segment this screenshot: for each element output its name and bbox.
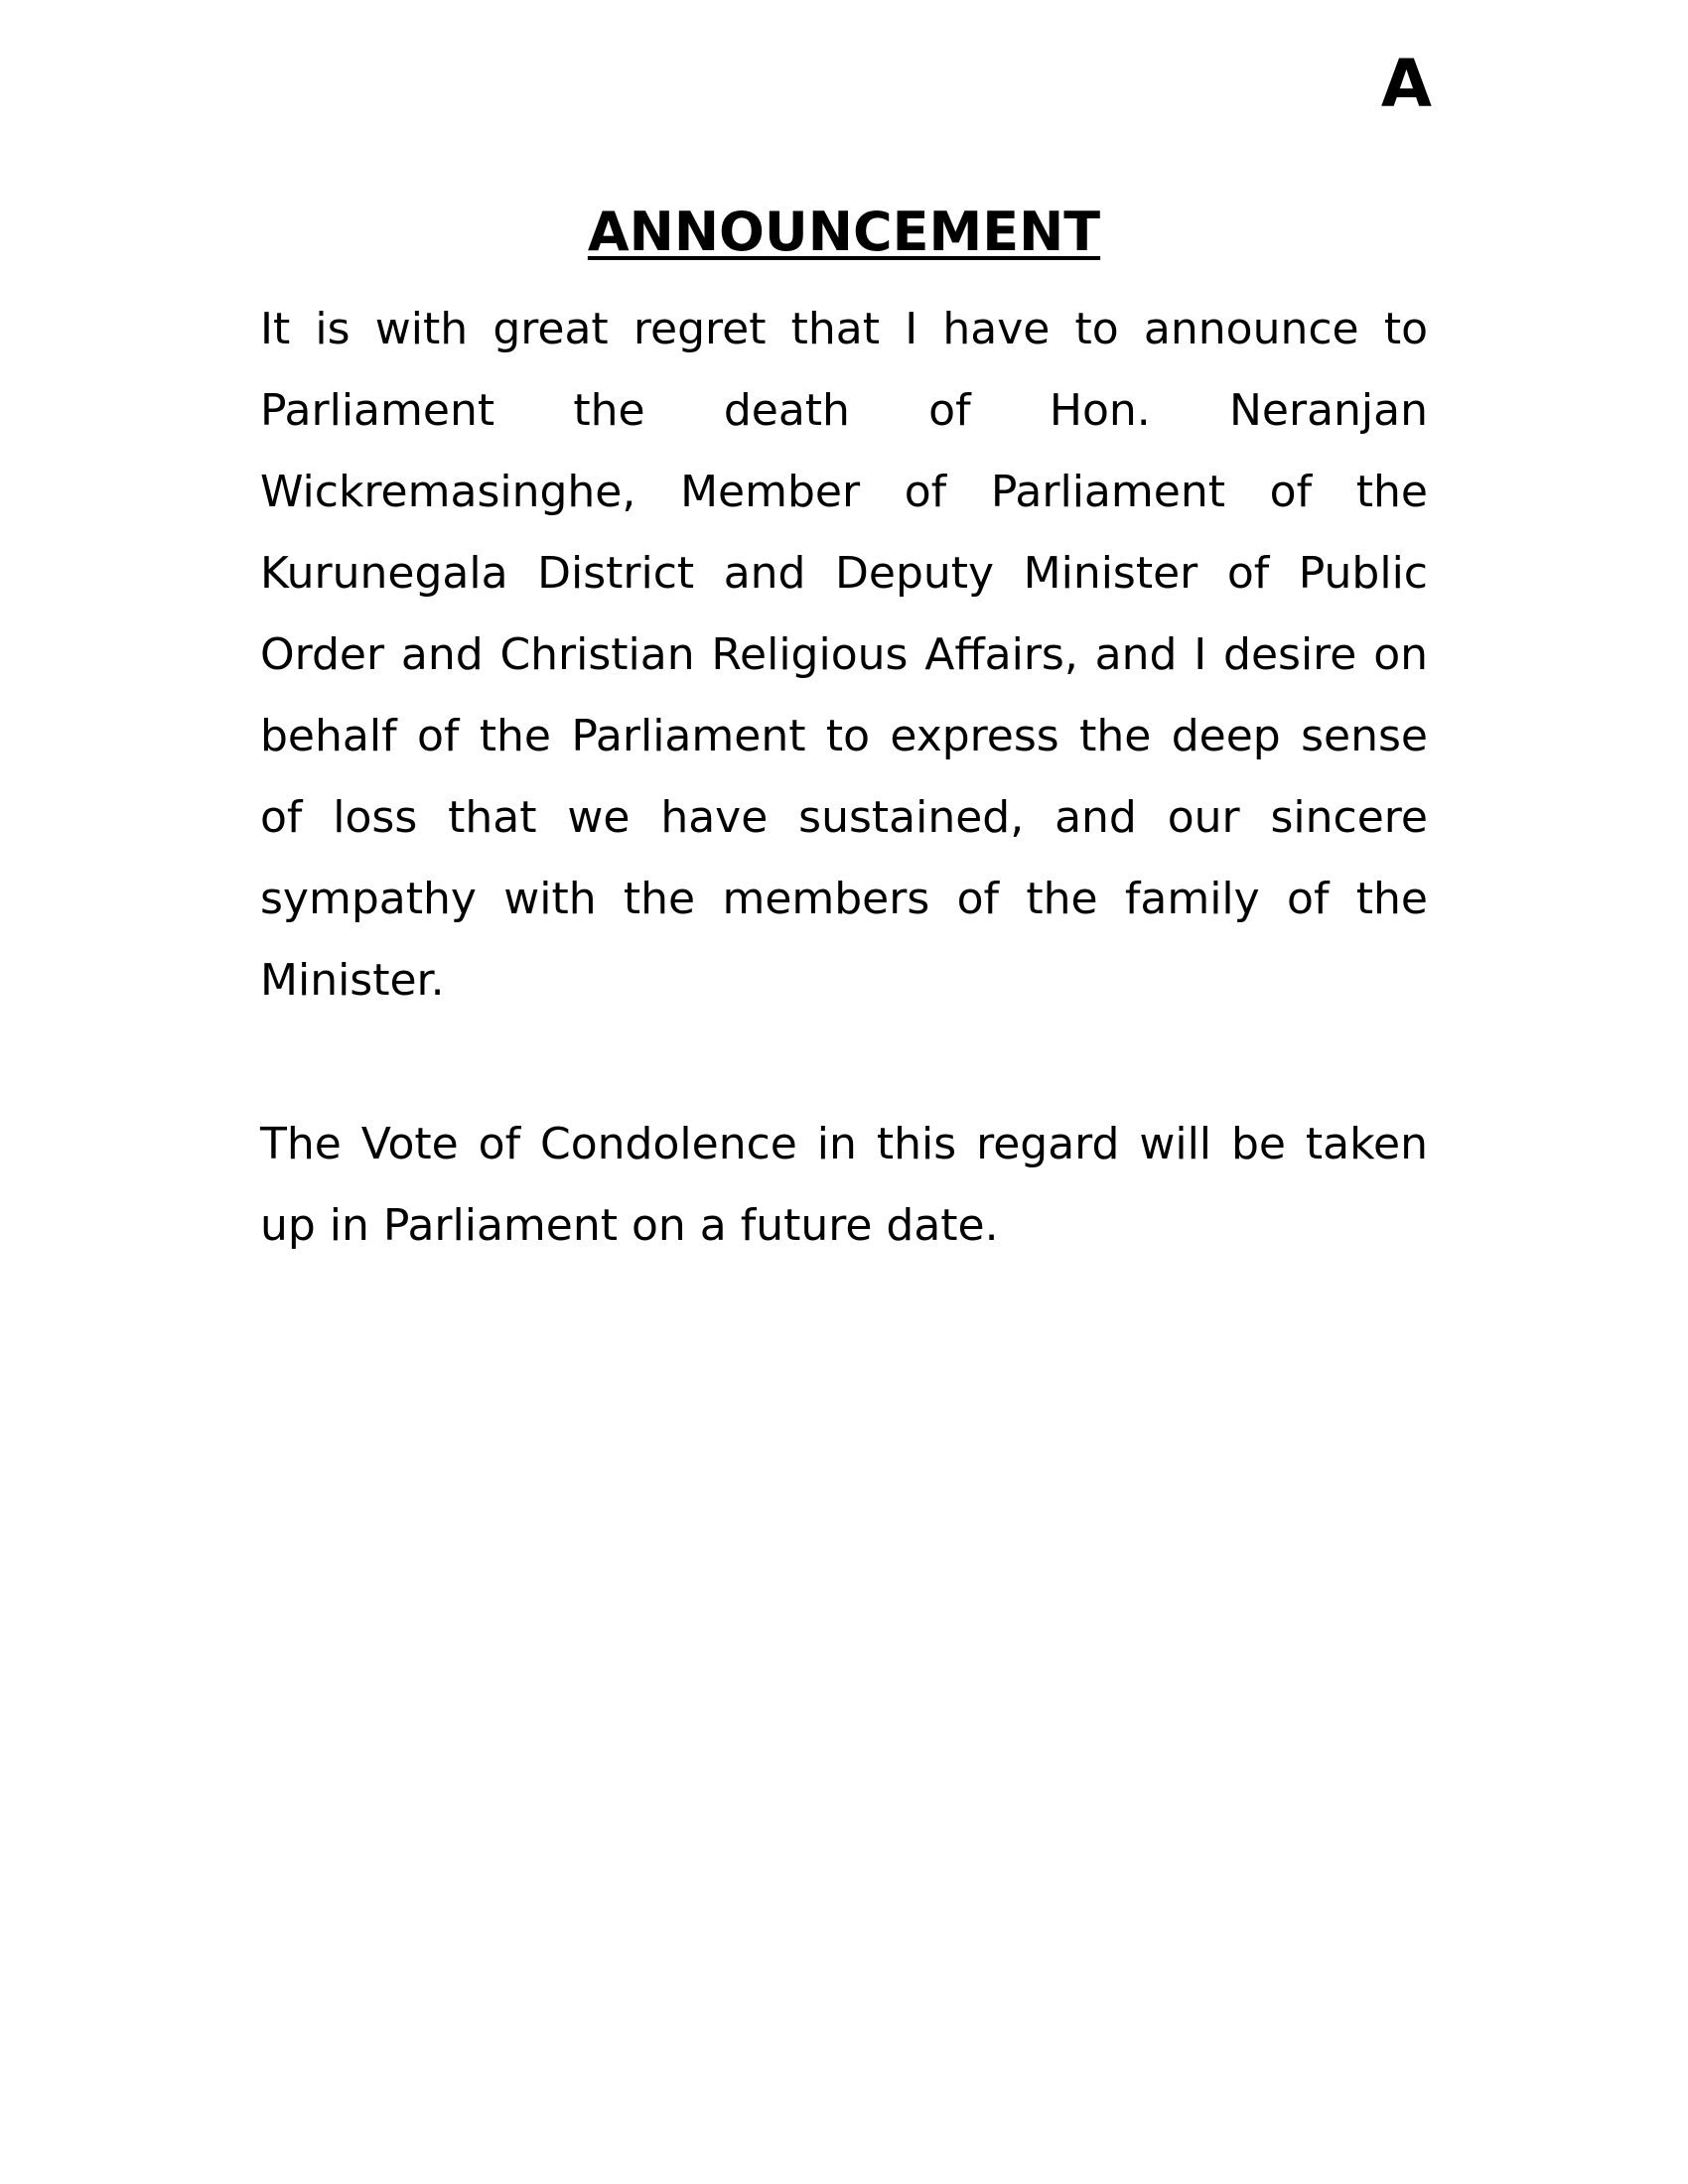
condolence-paragraph: The Vote of Condolence in this regard will be taken up in Parliament on a future date. <box>260 1119 1428 1251</box>
document-title: ANNOUNCEMENT <box>587 201 1101 263</box>
page-marker: A <box>1380 46 1432 122</box>
announcement-paragraph: It is with great regret that I have to announce to Parliament the death of Hon. Neranjan Wickremasinghe, Member of Parliament of the Kurunegala District and Deputy Minister of Public Order and Christian Religious Affairs, and I desire on behalf of the Parliament to express the deep sense of loss that we have sustained, and our sincere sympathy with the members of the family of the Minister. <box>260 304 1428 1006</box>
